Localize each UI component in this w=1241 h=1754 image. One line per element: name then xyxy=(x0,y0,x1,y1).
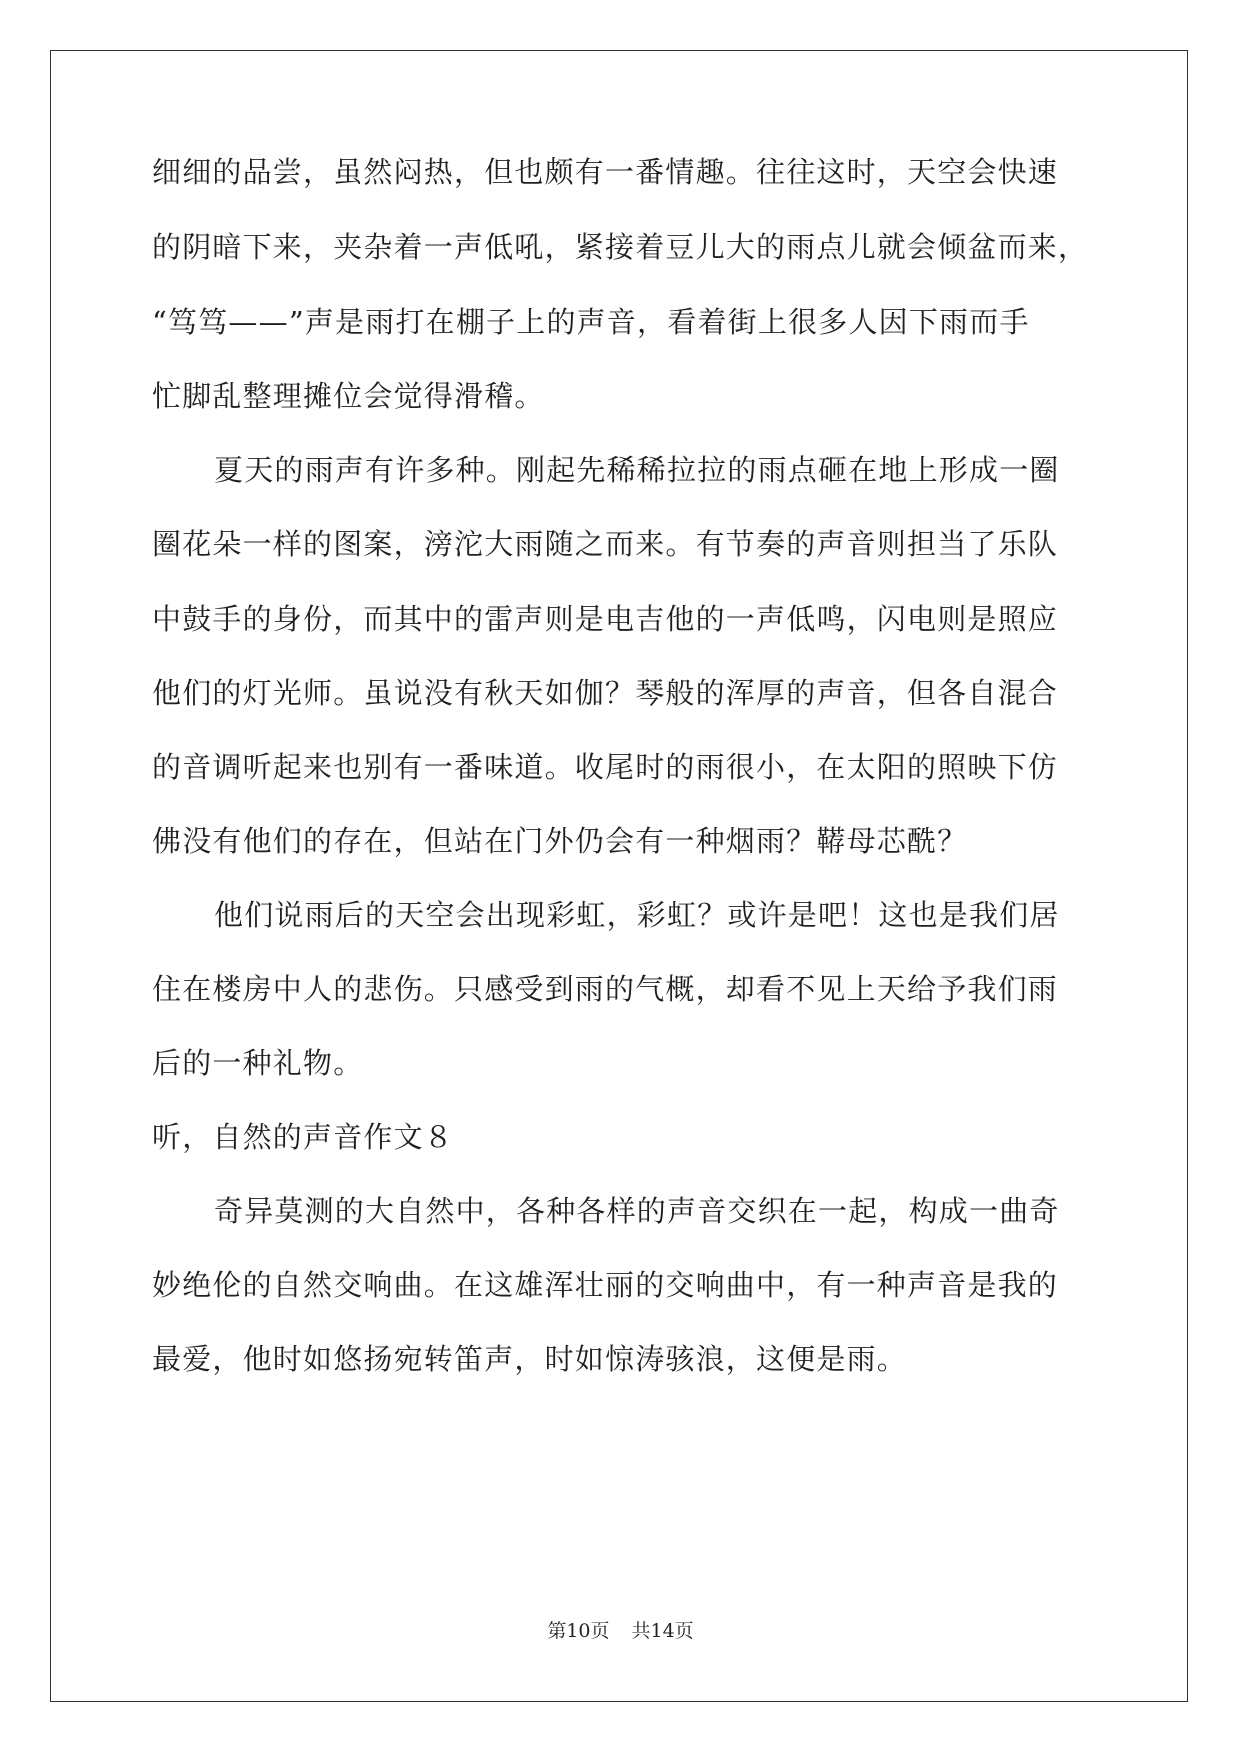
text-line: 佛没有他们的存在，但站在门外仍会有一种烟雨？鞯母芯酰？ xyxy=(152,824,968,858)
page-total: 共14页 xyxy=(631,1620,694,1642)
text-line: 最爱，他时如悠扬宛转笛声，时如惊涛骇浪，这便是雨。 xyxy=(152,1342,908,1376)
page-number: 第10页 xyxy=(547,1620,610,1642)
text-line: 妙绝伦的自然交响曲。在这雄浑壮丽的交响曲中，有一种声音是我的 xyxy=(152,1268,1059,1302)
text-line: 细细的品尝，虽然闷热，但也颇有一番情趣。往往这时，天空会快速 xyxy=(152,155,1059,189)
text-line: 住在楼房中人的悲伤。只感受到雨的气概，却看不见上天给予我们雨 xyxy=(152,972,1059,1006)
text-line: 的音调听起来也别有一番味道。收尾时的雨很小，在太阳的照映下仿 xyxy=(152,750,1059,784)
paragraph-start-line: 夏天的雨声有许多种。刚起先稀稀拉拉的雨点砸在地上形成一圈 xyxy=(214,453,1060,487)
section-heading: 听，自然的声音作文８ xyxy=(152,1120,455,1154)
paragraph-start-line: 奇异莫测的大自然中，各种各样的声音交织在一起，构成一曲奇 xyxy=(214,1194,1060,1228)
text-line: 他们的灯光师。虽说没有秋天如伽？琴般的浑厚的声音，但各自混合 xyxy=(152,676,1059,710)
text-line: 后的一种礼物。 xyxy=(152,1046,364,1080)
text-line: 忙脚乱整理摊位会觉得滑稽。 xyxy=(152,379,545,413)
text-line: 圈花朵一样的图案，滂沱大雨随之而来。有节奏的声音则担当了乐队 xyxy=(152,527,1059,561)
text-line: 的阴暗下来，夹杂着一声低吼，紧接着豆儿大的雨点儿就会倾盆而来， xyxy=(152,230,1089,264)
paragraph-start-line: 他们说雨后的天空会出现彩虹，彩虹？或许是吧！这也是我们居 xyxy=(214,898,1060,932)
page-footer xyxy=(0,1616,1241,1643)
page-border xyxy=(50,50,1188,1702)
text-line: “笃笃——”声是雨打在棚子上的声音，看着街上很多人因下雨而手 xyxy=(152,305,1030,339)
text-line: 中鼓手的身份，而其中的雷声则是电吉他的一声低鸣，闪电则是照应 xyxy=(152,602,1059,636)
